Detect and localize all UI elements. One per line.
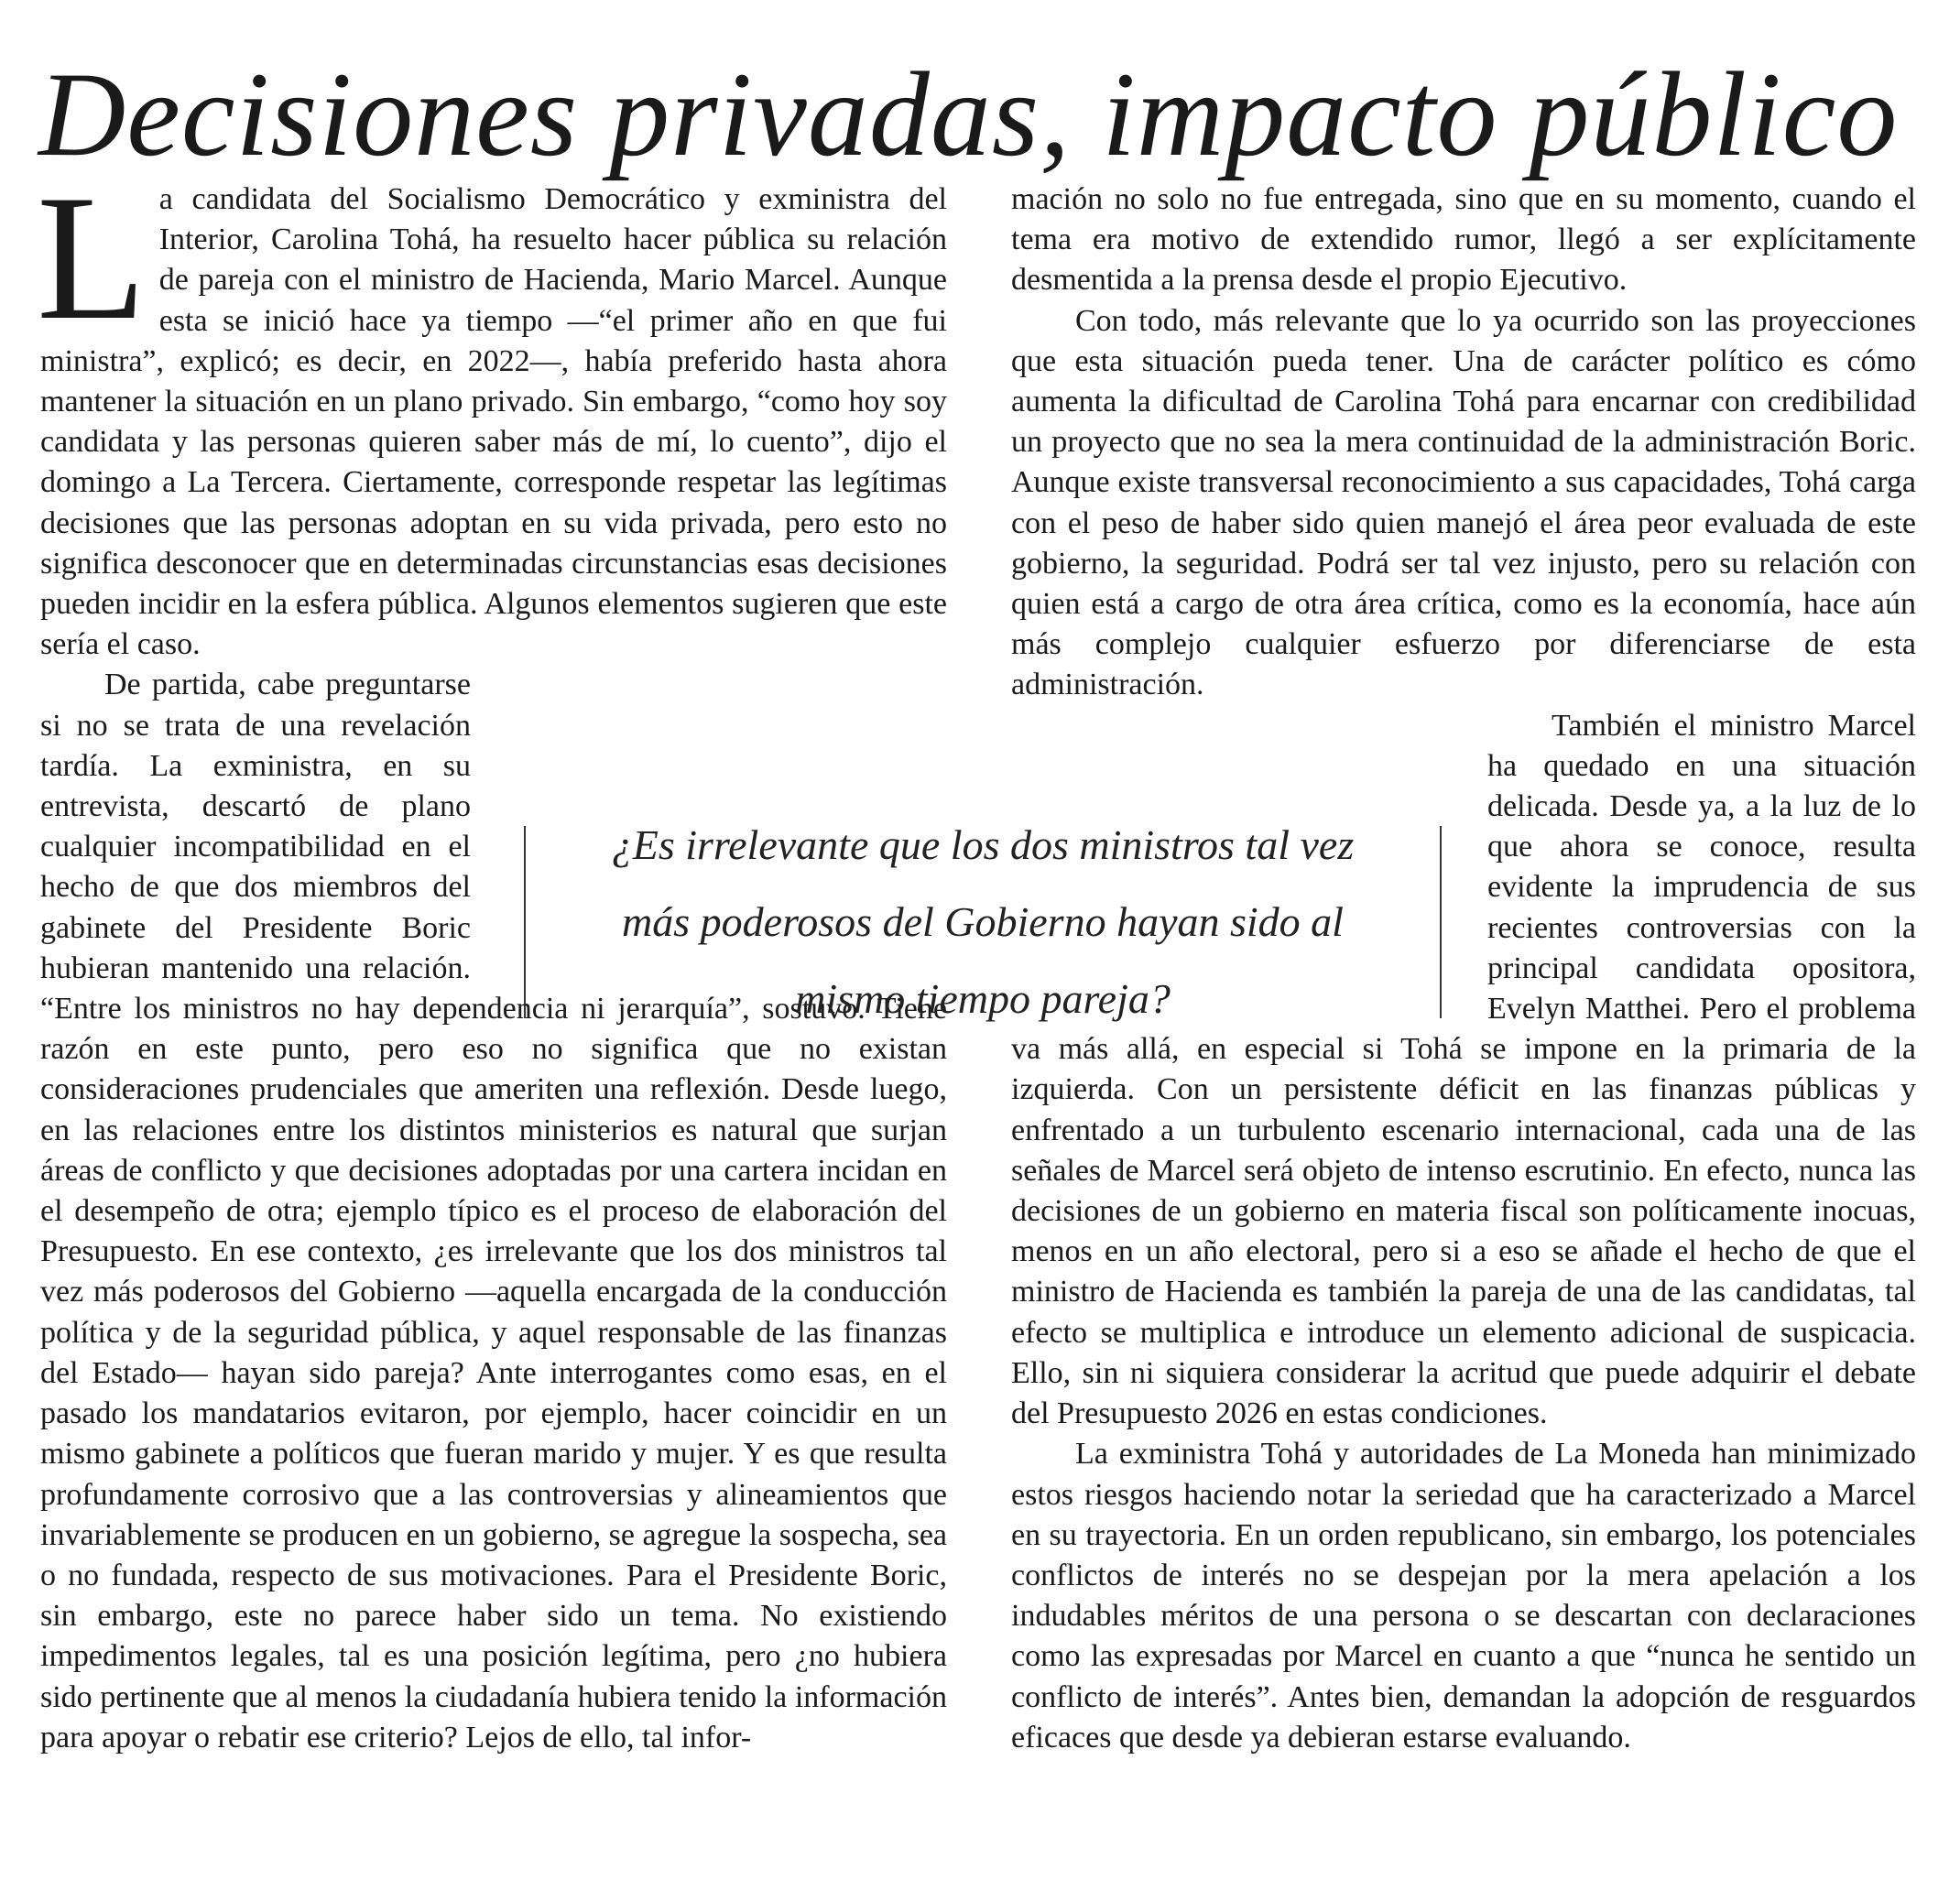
paragraph-6: La exministra Tohá y autoridades de La Moneda han minimizado estos riesgos haciendo notar la seriedad que ha caracterizado a Marcel en su trayectoria. En un orden republicano, sin embargo, los potenciales conflictos de interés no se despejan por la mera apelación a los indudables méritos de una persona o se descartan con declaraciones como las expresadas por Marcel en cuanto a que “nunca he sentido un conflicto de interés”. Antes bien, demandan la adopción de resguardos eficaces que desde ya debieran estarse evaluando.: [1011, 1437, 1916, 1754]
drop-cap: L: [37, 158, 147, 357]
paragraph-2-text: De partida, cabe preguntarse si no se trata de una revelación tardía. La exministra, en su entrevista, descartó de plano cualquier incompatibilidad en el hecho de que dos miembros del gabinete del Presidente Boric hubieran mantenido una relación. “Entre los ministros no hay dependencia ni jerarquía”, sostuvo. Tiene razón en este punto, pero eso no significa que no existan consideraciones prudenciales que ameriten una reflexión. Desde luego, en las relaciones entre los distintos ministerios es natural que surjan áreas de conflicto y que decisiones adoptadas por una cartera incidan en el desempeño de otra; ejemplo típico es el proceso de elaboración del Presupuesto. En ese contexto, ¿es irrelevante que los dos ministros tal vez más poderosos del Gobierno —aquella encargada de la conducción política y de la seguridad pública, y aquel responsable de las finanzas del Estado— hayan sido pareja? Ante interrogantes como esas, en el pasado los mandatarios evitaron, por ejemplo, hacer coincidir en un mismo gabinete a políticos que fueran marido y mujer. Y es que resulta profundamente corrosivo que a las controversias y alineamientos que invariablemente se producen en un gobierno, se agregue la sospecha, sea o no fundada, respecto de sus motivaciones. Para el Presidente Boric, sin embargo, este no parece haber sido un tema. No existiendo impedimentos legales, tal es una posición legítima, pero ¿no hubiera sido pertinente que al menos la ciudadanía hubiera tenido la información para apoyar o rebatir ese criterio? Lejos de ello, tal infor-: [40, 668, 947, 1754]
pull-quote-text: ¿Es irrelevante que los dos ministros tal vez más poderosos del Gobierno hayan sido al mismo tiempo pareja?: [611, 821, 1355, 1022]
paragraph-5-text: También el ministro Marcel ha quedado en una situación delicada. Desde ya, a la luz de lo que ahora se conoce, resulta evidente la imprudencia de sus recientes controversias con la principal candidata opositora, Evelyn Matthei. Pero el problema va más allá, en especial si Tohá se impone en la primaria de la izquierda. Con un persistente déficit en las finanzas públicas y enfrentado a un turbulento escenario internacional, cada una de las señales de Marcel será objeto de intenso escrutinio. En efecto, nunca las decisiones de un gobierno en materia fiscal son políticamente inocuas, menos en un año electoral, pero si a eso se añade el hecho de que el ministro de Hacienda es también la pareja de una de las candidatas, tal efecto se multiplica e introduce un elemento adicional de suspicacia. Ello, sin ni siquiera considerar la acritud que puede adquirir el debate del Presupuesto 2026 en estas condiciones.: [1011, 708, 1916, 1431]
pull-quote: [524, 821, 1442, 1022]
paragraph-1-text: a candidata del Socialismo Democrático y exministra del Interior, Carolina Tohá, ha resuelto hacer pública su relación de pareja con el ministro de Hacienda, Mario Marcel. Aunque esta se inició hace ya tiempo —“el primer año en que fui ministra”, explicó; es decir, en 2022—, había preferido hasta ahora mantener la situación en un plano privado. Sin embargo, “como hoy soy candidata y las personas quieren saber más de mí, lo cuento”, dijo el domingo a La Tercera. Ciertamente, corresponde respetar las legítimas decisiones que las personas adoptan en su vida privada, pero esto no significa desconocer que en determinadas circunstancias esas decisiones pueden incidir en la esfera pública. Algunos elementos sugieren que este sería el caso.: [40, 182, 947, 662]
paragraph-3: mación no solo no fue entregada, sino que en su momento, cuando el tema era motivo de extendido rumor, llegó a ser explícitamente desmentida a la prensa desde el propio Ejecutivo.: [1011, 182, 1916, 298]
paragraph-4: Con todo, más relevante que lo ya ocurrido son las proyecciones que esta situación pueda tener. Una de carácter político es cómo aumenta la dificultad de Carolina Tohá para encarnar con credibilidad un proyecto que no sea la mera continuidad de la administración Boric. Aunque existe transversal reconocimiento a sus capacidades, Tohá carga con el peso de haber sido quien manejó el área peor evaluada de este gobierno, la seguridad. Podrá ser tal vez injusto, pero su relación con quien está a cargo de otra área crítica, como es la economía, hace aún más complejo cualquier esfuerzo por diferenciarse de esta administración.: [1011, 303, 1916, 702]
paragraph-1: [37, 158, 947, 665]
headline: Decisiones privadas, impacto público: [38, 47, 1899, 181]
